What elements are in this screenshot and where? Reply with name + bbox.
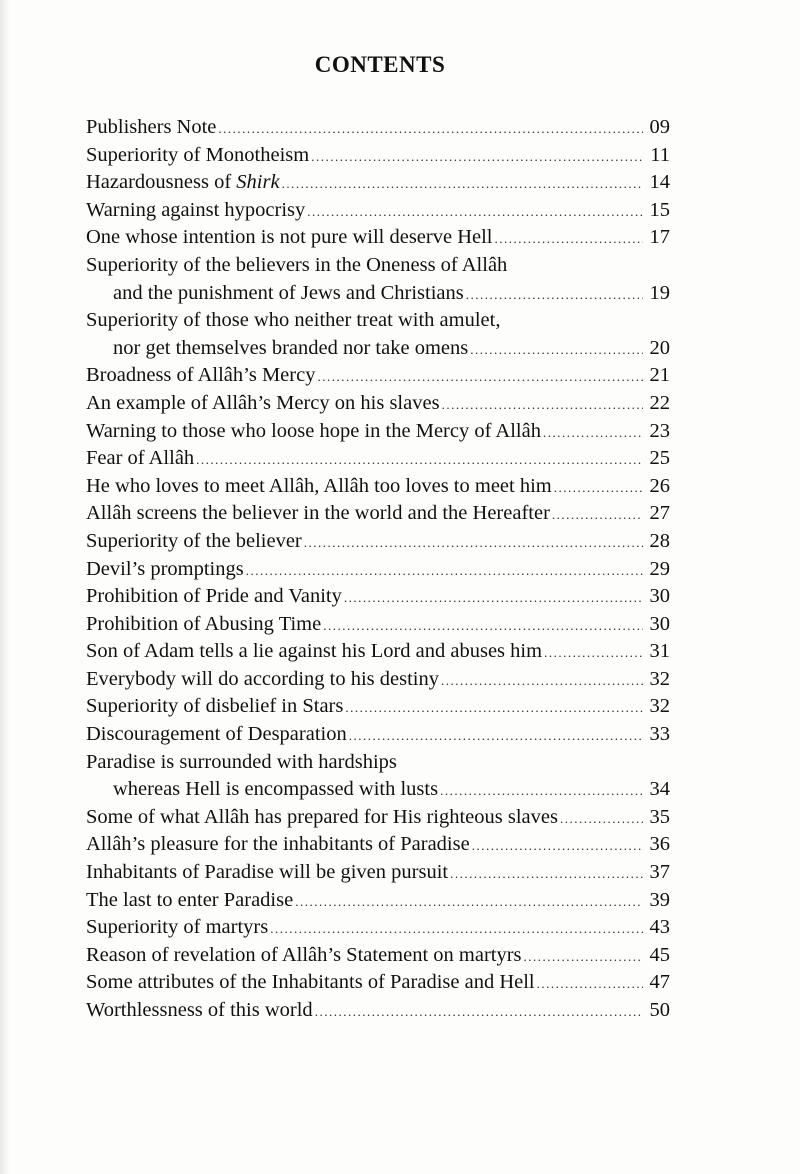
toc-entry-title-italic: Shirk: [236, 171, 280, 194]
toc-page-number: 23: [649, 419, 670, 442]
dot-leader: [524, 943, 643, 971]
dot-leader: [544, 639, 643, 667]
toc-entry: [86, 997, 670, 1025]
dot-leader: [537, 970, 643, 998]
dot-leader: [304, 529, 643, 557]
dot-leader: [552, 501, 643, 529]
toc-entry: [86, 500, 670, 528]
toc-page-number: 25: [649, 447, 670, 470]
toc-entry-title: Some attributes of the Inhabitants of Paradise and Hell: [86, 971, 535, 994]
toc-entry-title: One whose intention is not pure will deserve Hell: [86, 226, 493, 249]
dot-leader: [311, 143, 643, 171]
dot-leader: [495, 225, 644, 253]
dot-leader: [196, 446, 643, 474]
toc-entry-continuation: [86, 776, 670, 804]
toc-entry: [86, 611, 670, 639]
toc-entry-title: Allâh’s pleasure for the inhabitants of Paradise: [86, 833, 470, 856]
toc-entry-title: Broadness of Allâh’s Mercy: [86, 364, 316, 387]
toc-entry-continuation: [86, 335, 670, 363]
dot-leader: [317, 363, 643, 391]
toc-entry-title: Warning to those who loose hope in the Mercy of Allâh: [86, 419, 541, 442]
dot-leader: [246, 557, 643, 585]
toc-page-number: 39: [649, 888, 670, 911]
toc-entry-title-continued: and the punishment of Jews and Christians: [113, 281, 464, 304]
toc-entry-title: He who loves to meet Allâh, Allâh too loves to meet him: [86, 474, 552, 497]
toc-page-number: 15: [649, 198, 670, 221]
toc-entry: [86, 804, 670, 832]
dot-leader: [442, 391, 643, 419]
dot-leader: [440, 777, 643, 805]
toc-entry-title: Everybody will do according to his destiny: [86, 667, 439, 690]
dot-leader: [441, 667, 643, 695]
toc-entry-title: Superiority of the believers in the Oneness of Allâh: [86, 253, 508, 276]
toc-page-number: 33: [649, 723, 670, 746]
dot-leader: [470, 336, 643, 364]
toc-entry: [86, 528, 670, 556]
toc-entry: [86, 831, 670, 859]
page-edge-shadow: [0, 0, 10, 1174]
toc-page-number: 31: [649, 640, 670, 663]
toc-entry: [86, 914, 670, 942]
toc-entry-continuation: [86, 280, 670, 308]
toc-page-number: 36: [649, 833, 670, 856]
toc-entry-title: Reason of revelation of Allâh’s Statement on martyrs: [86, 943, 522, 966]
dot-leader: [315, 998, 643, 1026]
toc-page-number: 35: [649, 805, 670, 828]
toc-page-number: 17: [649, 226, 670, 249]
toc-entry: [86, 390, 670, 418]
dot-leader: [543, 419, 643, 447]
toc-entry: [86, 169, 670, 197]
toc-page-number: 32: [649, 667, 670, 690]
toc-entry: [86, 859, 670, 887]
toc-entry: [86, 418, 670, 446]
toc-entry: [86, 114, 670, 142]
toc-page-number: 43: [649, 916, 670, 939]
toc-page-number: 27: [649, 502, 670, 525]
toc-page-number: 22: [649, 391, 670, 414]
toc-entry: [86, 473, 670, 501]
dot-leader: [450, 860, 643, 888]
toc-page-number: 20: [649, 336, 670, 359]
toc-page-number: 30: [649, 612, 670, 635]
toc-entry-title: Superiority of Monotheism: [86, 143, 310, 166]
toc-entry-title: Allâh screens the believer in the world and the Hereafter: [86, 502, 550, 525]
dot-leader: [349, 722, 643, 750]
toc-page-number: 11: [650, 143, 670, 166]
toc-page-number: 45: [649, 943, 670, 966]
toc-page-number: 50: [649, 999, 670, 1021]
dot-leader: [466, 281, 643, 309]
toc-entry-title: Superiority of disbelief in Stars: [86, 695, 344, 718]
dot-leader: [295, 888, 643, 916]
toc-entry-title: [86, 169, 280, 197]
toc-entry: [86, 721, 670, 749]
toc-entry-title: The last to enter Paradise: [86, 888, 294, 911]
dot-leader: [344, 584, 643, 612]
toc-entry: [86, 197, 670, 225]
toc-page-number: 37: [649, 861, 670, 884]
toc-page-number: 47: [649, 971, 670, 994]
toc-entry-title: Fear of Allâh: [86, 447, 195, 470]
toc-page-number: 09: [649, 116, 670, 138]
toc-entry-title: Inhabitants of Paradise will be given pursuit: [86, 861, 449, 884]
toc-entry-title-continued: nor get themselves branded nor take omens: [113, 336, 469, 359]
dot-leader: [560, 805, 643, 833]
toc-entry-title-continued: whereas Hell is encompassed with lusts: [113, 778, 439, 801]
toc-entry-title: Superiority of martyrs: [86, 916, 269, 939]
toc-entry-title: Superiority of the believer: [86, 529, 302, 552]
toc-page-number: 21: [649, 364, 670, 387]
toc-entry-title: Paradise is surrounded with hardships: [86, 750, 397, 773]
toc-page-number: 14: [649, 171, 670, 194]
toc-page-number: 34: [649, 778, 670, 801]
toc-entry: [86, 942, 670, 970]
page-title: CONTENTS: [314, 52, 446, 77]
toc-entry: [86, 556, 670, 584]
toc-entry-title: Son of Adam tells a lie against his Lord and abuses him: [86, 640, 543, 663]
toc-page-number: 32: [649, 695, 670, 718]
toc-entry-title: Warning against hypocrisy: [86, 198, 306, 221]
toc-page-number: 30: [649, 585, 670, 608]
toc-entry-title-text: Hazardousness of: [86, 171, 237, 194]
dot-leader: [323, 612, 643, 640]
toc-entry: [86, 666, 670, 694]
toc-entry-first-line: [86, 749, 670, 777]
toc-entry-title: Prohibition of Pride and Vanity: [86, 585, 342, 608]
dot-leader: [270, 915, 643, 943]
toc-entry-title: Some of what Allâh has prepared for His righteous slaves: [86, 805, 558, 828]
toc-entry-title: Discouragement of Desparation: [86, 723, 347, 746]
toc-page-number: 28: [649, 529, 670, 552]
toc-entry: [86, 693, 670, 721]
dot-leader: [472, 832, 643, 860]
toc-page-number: 29: [649, 557, 670, 580]
toc-entry: [86, 887, 670, 915]
toc-entry: [86, 583, 670, 611]
toc-entry-title: Worthlessness of this world: [86, 999, 313, 1021]
toc-entry: [86, 142, 670, 170]
dot-leader: [307, 198, 643, 226]
toc-entry: [86, 638, 670, 666]
table-of-contents: [86, 114, 670, 1025]
dot-leader: [345, 694, 643, 722]
toc-entry: [86, 969, 670, 997]
toc-entry-title: Publishers Note: [86, 116, 217, 138]
dot-leader: [554, 474, 643, 502]
toc-page-number: 19: [649, 281, 670, 304]
toc-entry-first-line: [86, 252, 670, 280]
toc-entry: [86, 224, 670, 252]
toc-page-number: 26: [649, 474, 670, 497]
toc-entry-title: Devil’s promptings: [86, 557, 244, 580]
toc-entry-title: Superiority of those who neither treat with amulet,: [86, 309, 501, 332]
toc-entry-title: Prohibition of Abusing Time: [86, 612, 322, 635]
toc-entry-first-line: [86, 307, 670, 335]
toc-entry: [86, 362, 670, 390]
toc-entry: [86, 445, 670, 473]
dot-leader: [218, 115, 643, 143]
toc-entry-title: An example of Allâh’s Mercy on his slaves: [86, 391, 440, 414]
dot-leader: [282, 170, 643, 198]
